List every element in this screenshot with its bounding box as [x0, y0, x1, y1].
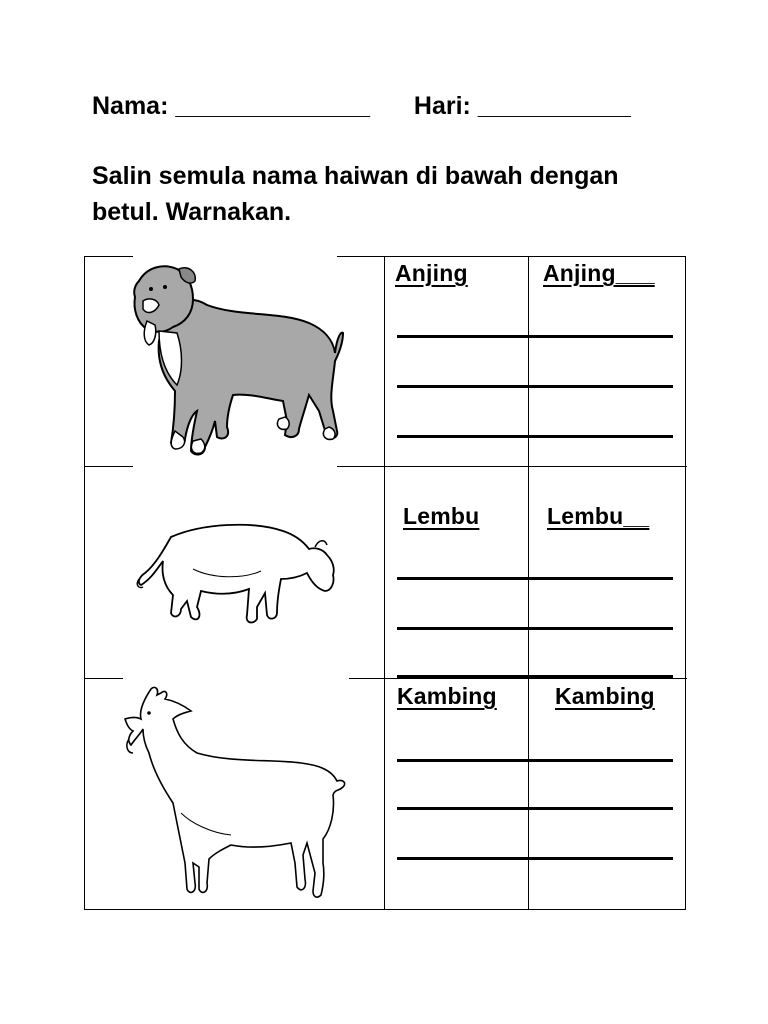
writing-blank-3b: [397, 807, 673, 810]
divider-copy-columns: [528, 257, 529, 909]
word-anjing-left: Anjing: [395, 260, 468, 286]
word-lembu-left: Lembu: [403, 503, 480, 529]
header-line: [92, 92, 631, 121]
cow-picture: [133, 509, 343, 633]
divider-picture-column: [384, 257, 385, 909]
instruction-text: Salin semula nama haiwan di bawah dengan betul. Warnakan.: [92, 162, 619, 226]
worksheet-table: [84, 256, 686, 910]
dog-picture: [129, 261, 345, 465]
word-anjing-right: Anjing___: [543, 260, 655, 286]
writing-blank-3c: [397, 857, 673, 860]
writing-blank-2c: [397, 675, 673, 678]
writing-blank-2a: [397, 577, 673, 580]
writing-blank-1a: [397, 335, 673, 338]
row-divider-1-right: [337, 466, 687, 467]
word-kambing-left: Kambing: [397, 683, 497, 709]
word-kambing-right: Kambing: [555, 683, 655, 709]
top-edge-mask-left: [133, 256, 337, 257]
row-divider-2-left: [85, 678, 123, 679]
row-divider-1-left: [85, 466, 133, 467]
writing-blank-2b: [397, 627, 673, 630]
goat-picture: [121, 683, 351, 905]
row-divider-2-right: [349, 678, 687, 679]
name-field-label: Nama: ______________: [92, 92, 371, 120]
writing-blank-3a: [397, 759, 673, 762]
writing-blank-1c: [397, 435, 673, 438]
writing-blank-1b: [397, 385, 673, 388]
word-lembu-right: Lembu__: [547, 503, 650, 529]
day-field-label: Hari: ___________: [413, 92, 631, 120]
